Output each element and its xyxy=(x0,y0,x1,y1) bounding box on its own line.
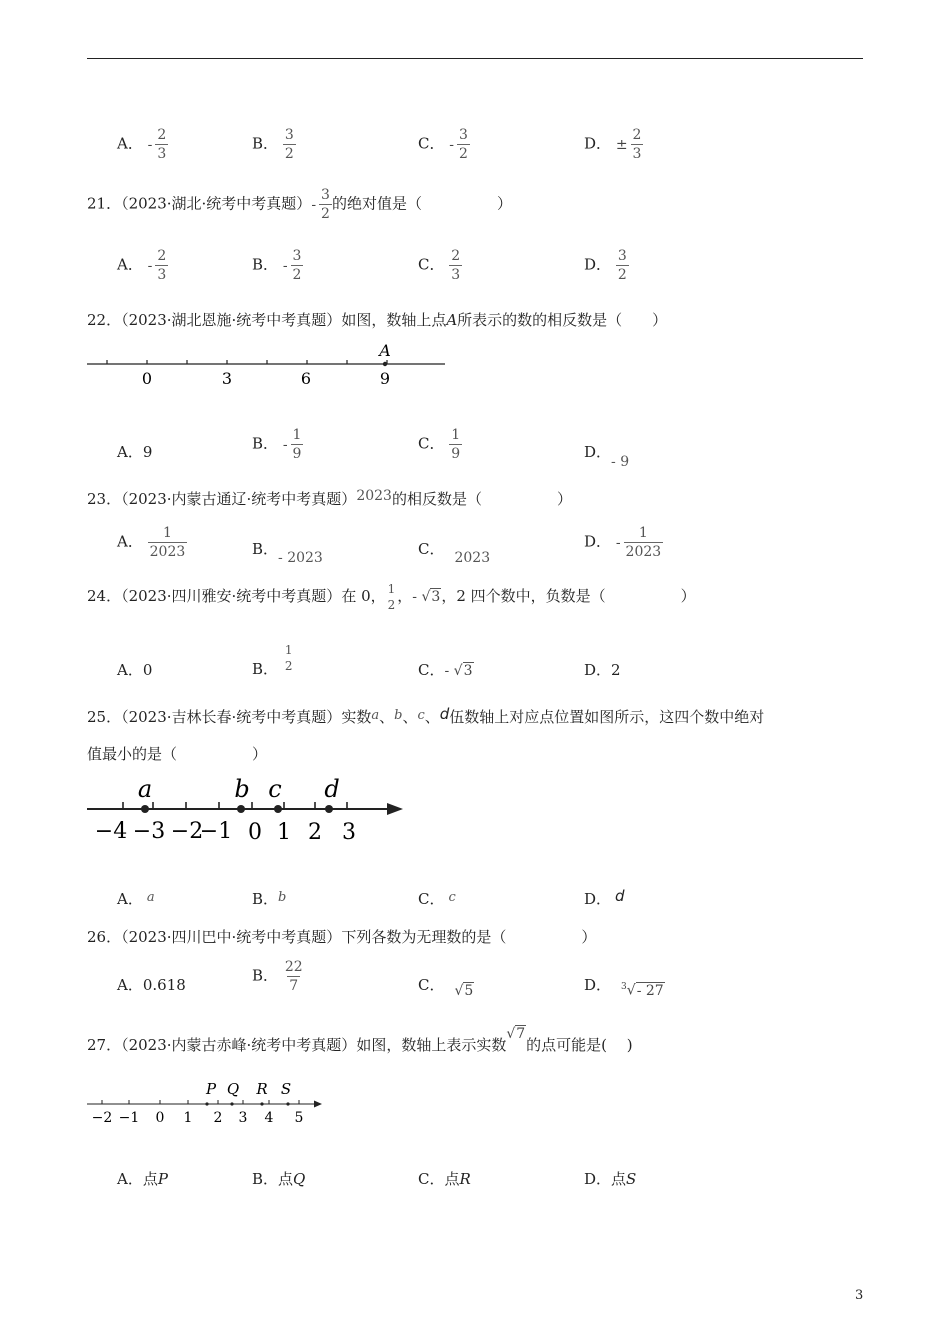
numerator: 3 xyxy=(459,127,468,143)
option-value: a xyxy=(146,890,155,905)
question-23 xyxy=(87,488,572,509)
option-point: P xyxy=(157,1170,168,1188)
q23-option-a[interactable] xyxy=(117,526,187,559)
math-value: 2023 xyxy=(356,488,392,504)
separator: 、 xyxy=(402,708,418,726)
question-number: 26． xyxy=(87,928,122,946)
tick-label: 0 xyxy=(141,369,153,388)
question-source: （2023·内蒙古赤峰·统考中考真题） xyxy=(121,1036,357,1054)
numerator: 2 xyxy=(157,248,167,264)
q24-option-a[interactable] xyxy=(117,659,152,680)
numerator: 1 xyxy=(387,582,396,596)
option-label: D． xyxy=(584,443,612,461)
question-26 xyxy=(87,926,596,947)
q24-option-c[interactable] xyxy=(418,659,474,680)
tick-label: −2 xyxy=(170,819,204,844)
question-text: 如图，数轴上点 xyxy=(341,311,447,329)
minus-sign: - xyxy=(412,589,422,605)
q20-option-b[interactable] xyxy=(252,128,296,161)
option-value: d xyxy=(615,887,625,905)
numerator: 2 xyxy=(632,127,642,143)
sqrt: √7 xyxy=(506,1026,526,1042)
option-value: b xyxy=(278,890,287,905)
option-label: B． xyxy=(252,434,279,453)
option-label: B． xyxy=(252,660,279,678)
numerator: 1 xyxy=(451,427,461,443)
q20-option-a[interactable] xyxy=(117,128,168,161)
question-number: 25． xyxy=(87,708,122,726)
option-prefix: 点 xyxy=(142,1170,158,1188)
point-label: S xyxy=(280,1080,292,1098)
option-value: 0.618 xyxy=(142,976,186,994)
numerator: 3 xyxy=(284,127,294,143)
q27-option-d[interactable] xyxy=(584,1168,636,1189)
numerator: 3 xyxy=(321,187,330,203)
question-text: 的相反数是（ ） xyxy=(391,490,572,508)
q26-option-a[interactable] xyxy=(117,974,186,995)
option-label: B． xyxy=(252,966,279,985)
denominator: 3 xyxy=(157,267,167,283)
option-label: D． xyxy=(584,134,612,153)
root-index: 3 xyxy=(621,982,627,993)
q27-option-c[interactable] xyxy=(418,1168,471,1189)
tick-label: 3 xyxy=(221,369,233,388)
fraction xyxy=(291,249,304,282)
minus-sign: - xyxy=(282,436,288,453)
denominator: 2 xyxy=(284,659,293,673)
sqrt: √5 xyxy=(454,983,474,999)
option-label: B． xyxy=(252,134,279,153)
option-point: S xyxy=(626,1170,637,1188)
question-source: （2023·湖北·统考中考真题） xyxy=(121,194,312,213)
tick-label: −1 xyxy=(118,1110,140,1126)
q20-option-c[interactable] xyxy=(418,128,470,161)
tick-label: 0 xyxy=(248,820,262,845)
point-d-dot xyxy=(325,805,333,813)
tick-label: −3 xyxy=(132,819,166,844)
option-label: C． xyxy=(418,1170,445,1188)
tick-label: 1 xyxy=(277,820,291,845)
point-q-dot xyxy=(230,1102,233,1105)
number-line-q25 xyxy=(85,772,415,847)
point-a-dot xyxy=(141,805,149,813)
fraction xyxy=(624,526,664,559)
fraction xyxy=(631,128,644,161)
fraction xyxy=(457,128,470,161)
question-text: 如图，数轴上表示实数 xyxy=(356,1036,507,1054)
q22-option-c[interactable] xyxy=(418,428,462,461)
minus-sign: - xyxy=(147,257,153,274)
denominator: 2023 xyxy=(149,544,186,560)
option-label: C． xyxy=(418,134,445,153)
question-text: 实数 xyxy=(341,708,372,726)
q26-option-c[interactable] xyxy=(418,974,474,999)
tick-label: 3 xyxy=(238,1110,248,1126)
denominator: 9 xyxy=(451,446,461,462)
radicand: 7 xyxy=(516,1026,526,1042)
point-a-label: A xyxy=(379,341,391,360)
option-label: B． xyxy=(252,890,279,908)
point-s-dot xyxy=(286,1102,289,1105)
cube-root: $^3$√- 27 xyxy=(621,982,664,999)
option-label: A． xyxy=(117,443,143,461)
minus-sign: - xyxy=(444,663,454,679)
q26-option-b[interactable] xyxy=(252,960,305,993)
negative-sqrt: - √3 xyxy=(444,663,473,679)
question-text: 伍数轴上对应点位置如图所示，这四个数中绝对 xyxy=(449,708,765,726)
option-label: A． xyxy=(117,134,143,153)
tick-label: 2 xyxy=(213,1110,223,1126)
question-25-cont xyxy=(87,743,267,764)
variable: b xyxy=(394,708,403,723)
point-a-dot xyxy=(383,362,387,366)
q21-option-b[interactable] xyxy=(252,249,303,282)
q21-option-a[interactable] xyxy=(117,249,168,282)
header-rule xyxy=(87,58,863,59)
option-value: - 9 xyxy=(611,454,630,470)
number-line-q22 xyxy=(85,338,445,390)
option-point: Q xyxy=(293,1170,306,1188)
denominator: 3 xyxy=(157,146,167,162)
denominator: 2 xyxy=(617,267,627,283)
negative-sqrt: - √3 xyxy=(412,589,441,605)
question-24 xyxy=(87,583,696,611)
tick-label: 4 xyxy=(264,1110,274,1126)
question-text: 在 0， xyxy=(341,587,386,605)
fraction xyxy=(449,428,462,461)
q22-option-a[interactable] xyxy=(117,441,152,462)
q25-option-b[interactable] xyxy=(252,888,286,909)
point-label: d xyxy=(324,775,340,803)
denominator: 2 xyxy=(387,598,396,612)
option-value: - 2023 xyxy=(278,550,323,566)
tick-label: 9 xyxy=(379,369,391,388)
tick-label: 3 xyxy=(342,820,356,845)
q24-option-b[interactable] xyxy=(252,643,294,678)
q22-option-d[interactable] xyxy=(584,441,630,470)
option-label: D． xyxy=(584,532,612,551)
option-label: B． xyxy=(252,1170,279,1188)
q27-option-a[interactable] xyxy=(117,1168,168,1189)
tick-label: 0 xyxy=(155,1110,165,1126)
denominator: 3 xyxy=(632,146,642,162)
separator: 、 xyxy=(424,708,440,726)
q26-option-d[interactable] xyxy=(584,974,665,999)
question-text: ，2 四个数中，负数是（ ） xyxy=(441,587,696,605)
question-source: （2023·四川雅安·统考中考真题） xyxy=(121,587,342,605)
tick-label: 5 xyxy=(294,1110,304,1126)
tick-label: 6 xyxy=(300,369,312,388)
point-label: R xyxy=(256,1080,268,1098)
tick-label: −1 xyxy=(199,819,233,844)
separator: ， xyxy=(397,587,413,605)
question-number: 21． xyxy=(87,194,122,213)
q25-option-a[interactable] xyxy=(117,888,155,909)
question-27 xyxy=(87,1026,633,1055)
q21-option-c[interactable] xyxy=(418,249,462,282)
option-label: C． xyxy=(418,540,445,558)
tick-label: 2 xyxy=(308,820,322,845)
fraction xyxy=(449,249,462,282)
fraction xyxy=(148,526,188,559)
point-label: c xyxy=(268,775,282,803)
q23-option-c[interactable] xyxy=(418,538,491,566)
denominator: 3 xyxy=(451,267,461,283)
option-label: D． xyxy=(584,661,612,679)
denominator: 7 xyxy=(289,978,299,994)
fraction xyxy=(616,249,629,282)
q25-option-c[interactable] xyxy=(418,888,456,909)
option-prefix: 点 xyxy=(444,1170,460,1188)
q20-option-d[interactable] xyxy=(584,128,643,161)
minus-sign: - xyxy=(449,136,454,153)
denominator: 9 xyxy=(292,446,302,462)
fraction xyxy=(283,960,305,993)
point-label: A xyxy=(446,311,458,329)
option-label: B． xyxy=(252,255,279,274)
option-label: C． xyxy=(418,976,445,994)
option-label: D． xyxy=(584,255,612,274)
numerator: 3 xyxy=(617,248,627,264)
question-number: 23． xyxy=(87,490,122,508)
option-label: A． xyxy=(117,1170,143,1188)
option-label: C． xyxy=(418,255,445,274)
option-prefix: 点 xyxy=(611,1170,627,1188)
denominator: 2 xyxy=(292,267,302,283)
q23-option-b[interactable] xyxy=(252,538,323,566)
fraction xyxy=(283,128,296,161)
point-label: b xyxy=(234,775,250,803)
fraction xyxy=(155,249,168,282)
denominator: 2 xyxy=(459,146,468,162)
question-25 xyxy=(87,706,764,727)
question-21 xyxy=(87,188,512,221)
question-text: 的点可能是( ) xyxy=(526,1036,633,1054)
option-label: A． xyxy=(117,532,143,551)
question-source: （2023·四川巴中·统考中考真题） xyxy=(121,928,342,946)
denominator: 2 xyxy=(321,206,330,222)
tick-label: −4 xyxy=(94,819,128,844)
option-label: A． xyxy=(117,976,143,994)
q22-option-b[interactable] xyxy=(252,428,303,461)
point-label: a xyxy=(137,775,153,803)
option-value: 0 xyxy=(142,661,153,679)
option-label: A． xyxy=(117,890,143,908)
option-label: A． xyxy=(117,255,143,274)
numerator: 2 xyxy=(157,127,167,143)
question-number: 27． xyxy=(87,1036,122,1054)
q24-option-d[interactable] xyxy=(584,659,621,680)
denominator: 2 xyxy=(284,146,294,162)
number-line-q27 xyxy=(85,1075,330,1130)
radicand: 5 xyxy=(464,983,474,999)
option-point: R xyxy=(459,1170,471,1188)
minus-sign: - xyxy=(615,534,621,551)
q27-option-b[interactable] xyxy=(252,1168,305,1189)
question-source: （2023·湖北恩施·统考中考真题） xyxy=(121,311,342,329)
question-number: 22． xyxy=(87,311,122,329)
tick-label: 1 xyxy=(183,1110,193,1126)
question-text: 下列各数为无理数的是（ ） xyxy=(341,928,597,946)
option-label: A． xyxy=(117,661,143,679)
option-value: 2 xyxy=(611,661,621,679)
q23-option-d[interactable] xyxy=(584,526,663,559)
option-label: C． xyxy=(418,661,445,679)
fraction xyxy=(319,188,332,221)
point-label: Q xyxy=(226,1080,240,1098)
point-b-dot xyxy=(237,805,245,813)
tick-label: −2 xyxy=(91,1110,113,1126)
separator: 、 xyxy=(379,708,395,726)
plus-minus-sign: ± xyxy=(615,136,628,153)
radicand: 3 xyxy=(431,589,441,605)
numerator: 2 xyxy=(451,248,461,264)
page-number: 3 xyxy=(855,1288,864,1303)
option-label: D． xyxy=(584,976,612,994)
question-text: 所表示的数的相反数是（ ） xyxy=(457,311,668,329)
minus-sign: - xyxy=(282,257,288,274)
point-label: P xyxy=(205,1080,217,1098)
option-value: c xyxy=(448,890,456,905)
variable: a xyxy=(371,708,380,723)
point-c-dot xyxy=(274,805,282,813)
radicand: 3 xyxy=(463,663,473,679)
numerator: 3 xyxy=(292,248,302,264)
fraction xyxy=(291,428,304,461)
fraction xyxy=(155,128,168,161)
q21-option-d[interactable] xyxy=(584,249,629,282)
option-label: C． xyxy=(418,890,445,908)
point-r-dot xyxy=(260,1102,263,1105)
variable: d xyxy=(439,705,450,723)
option-label: C． xyxy=(418,434,445,453)
question-source: （2023·吉林长春·统考中考真题） xyxy=(121,708,342,726)
option-label: D． xyxy=(584,1170,612,1188)
denominator: 2023 xyxy=(625,544,662,560)
numerator: 1 xyxy=(162,525,172,541)
option-value: 2023 xyxy=(454,550,491,566)
option-prefix: 点 xyxy=(278,1170,294,1188)
point-p-dot xyxy=(205,1102,208,1105)
question-text: 的绝对值是（ ） xyxy=(331,194,512,213)
numerator: 1 xyxy=(292,427,302,443)
option-label: B． xyxy=(252,540,279,558)
q25-option-d[interactable] xyxy=(584,888,625,909)
fraction xyxy=(283,644,295,672)
radicand: - 27 xyxy=(636,983,664,999)
question-22 xyxy=(87,309,667,330)
numerator: 1 xyxy=(638,525,648,541)
minus-sign: - xyxy=(311,196,317,213)
option-label: D． xyxy=(584,890,612,908)
question-source: （2023·内蒙古通辽·统考中考真题） xyxy=(121,490,357,508)
numerator: 1 xyxy=(284,643,293,657)
numerator: 22 xyxy=(284,959,303,975)
variable: c xyxy=(417,708,425,723)
option-value: 9 xyxy=(142,443,153,461)
fraction xyxy=(386,583,398,611)
question-number: 24． xyxy=(87,587,122,605)
question-text: 值最小的是（ ） xyxy=(87,745,268,763)
minus-sign: - xyxy=(147,136,153,153)
